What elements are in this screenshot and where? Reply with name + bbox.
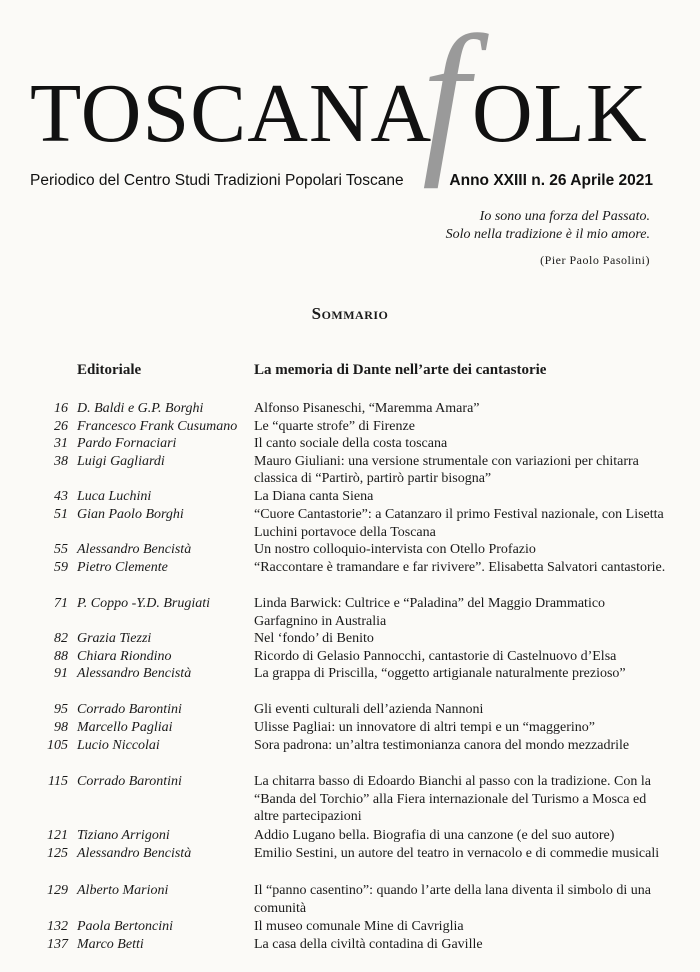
toc-author: Alessandro Bencistà: [77, 846, 192, 861]
toc-page-number: 91: [54, 666, 68, 681]
toc-author: Alessandro Bencistà: [77, 666, 192, 681]
toc-page-number: 129: [47, 883, 68, 898]
periodical-subtitle: Periodico del Centro Studi Tradizioni Popolari Toscane: [30, 172, 404, 189]
toc-title: Nel ‘fondo’ di Benito: [254, 631, 374, 646]
toc-author: Luca Luchini: [77, 489, 152, 504]
toc-author: Lucio Niccolai: [77, 738, 160, 753]
editoriale-label: Editoriale: [77, 362, 142, 378]
editoriale-title: La memoria di Dante nell’arte dei cantastorie: [254, 362, 547, 378]
logo-word-olk: OLK: [472, 67, 648, 160]
toc-title: Ulisse Pagliai: un innovatore di altri tempi e un “maggerino”: [254, 720, 595, 735]
logo-word-toscana: TOSCANA: [30, 67, 433, 160]
toc-author: D. Baldi e G.P. Borghi: [77, 401, 204, 416]
sommario-heading: Sommario: [311, 304, 389, 323]
toc-author: Corrado Barontini: [77, 774, 182, 789]
toc-author: Pietro Clemente: [77, 559, 168, 575]
toc-title: Un nostro colloquio-intervista con Otello Profazio: [254, 542, 536, 557]
toc-page-number: 55: [54, 542, 68, 557]
toc-page-number: 125: [47, 846, 68, 861]
toc-page-number: 71: [54, 596, 68, 611]
quote-author: (Pier Paolo Pasolini): [540, 253, 650, 267]
toc-title: Sora padrona: un’altra testimonianza canora del mondo mezzadrile: [254, 738, 630, 753]
toc-title: La casa della civiltà contadina di Gaville: [254, 937, 483, 952]
toc-title: “Raccontare è tramandare e far rivivere”. Elisabetta Salvatori cantastorie.: [254, 559, 666, 575]
toc-title: Emilio Sestini, un autore del teatro in vernacolo e di commedie musicali: [254, 846, 660, 861]
toc-title: “Cuore Cantastorie”: a Catanzaro il primo Festival nazionale, con Lisetta Luchini portavoce della Toscana: [254, 507, 664, 540]
toc-title: Mauro Giuliani: una versione strumentale con variazioni per chitarra classica di “Partirò, partirò partir bisogna”: [254, 453, 639, 486]
toc-page-number: 121: [47, 828, 68, 843]
toc-page-number: 59: [54, 559, 68, 575]
toc-author: Francesco Frank Cusumano: [77, 418, 238, 434]
toc-page-number: 43: [54, 489, 68, 504]
toc-page-number: 137: [47, 937, 68, 952]
toc-author: Pardo Fornaciari: [77, 436, 177, 451]
toc-page-number: 88: [54, 648, 68, 664]
toc-author: Alberto Marioni: [77, 883, 169, 898]
toc-page-number: 16: [54, 401, 68, 416]
toc-author: Gian Paolo Borghi: [77, 507, 184, 522]
quote-line-2: Solo nella tradizione è il mio amore.: [445, 227, 650, 242]
toc-title: Il “panno casentino”: quando l’arte della lana diventa il simbolo di una comunità: [254, 883, 651, 916]
toc-title: Il museo comunale Mine di Cavriglia: [254, 919, 464, 934]
issue-info: Anno XXIII n. 26 Aprile 2021: [449, 172, 653, 189]
toc-author: Alessandro Bencistà: [77, 542, 192, 557]
quote-line-1: Io sono una forza del Passato.: [479, 209, 650, 224]
toc-title: Il canto sociale della costa toscana: [254, 436, 448, 451]
toc-author: Luigi Gagliardi: [77, 453, 165, 469]
toc-page-number: 115: [48, 774, 68, 789]
toc-title: La Diana canta Siena: [254, 489, 374, 504]
toc-author: Corrado Barontini: [77, 702, 182, 717]
toc-page-number: 95: [54, 702, 68, 717]
toc-author: Marco Betti: [77, 937, 144, 952]
toc-author: Paola Bertoncini: [77, 919, 174, 934]
toc-title: Le “quarte strofe” di Firenze: [254, 418, 415, 434]
epigraph-quote: [446, 208, 650, 244]
toc-page-number: 132: [47, 919, 68, 934]
toc-author: Chiara Riondino: [77, 648, 172, 664]
toc-page-number: 31: [54, 436, 68, 451]
toc-page-number: 82: [54, 631, 68, 646]
toc-author: Grazia Tiezzi: [77, 631, 152, 646]
toc-title: La chitarra basso di Edoardo Bianchi al passo con la tradizione. Con la “Banda del Torchio” alla Fiera internazionale del Turismo a Mosca ed altre partecipazioni: [254, 774, 651, 824]
toc-title: Ricordo di Gelasio Pannocchi, cantastorie di Castelnuovo d’Elsa: [254, 648, 617, 664]
toc-title: Linda Barwick: Cultrice e “Paladina” del Maggio Drammatico Garfagnino in Australia: [254, 596, 606, 629]
toc-author: P. Coppo -Y.D. Brugiati: [77, 596, 211, 611]
toc-title: Addio Lugano bella. Biografia di una canzone (e del suo autore): [254, 828, 615, 843]
toc-title: Alfonso Pisaneschi, “Maremma Amara”: [254, 401, 480, 416]
toc-author: Marcello Pagliai: [77, 720, 173, 735]
toc-page-number: 26: [54, 418, 68, 434]
toc-page-number: 98: [54, 720, 68, 735]
toc-author: Tiziano Arrigoni: [77, 828, 170, 843]
toc-title: La grappa di Priscilla, “oggetto artigianale naturalmente prezioso”: [254, 666, 626, 681]
logo-f-letter: f: [422, 1, 470, 189]
toc-page-number: 38: [54, 453, 68, 469]
toc-page-number: 105: [47, 738, 68, 753]
toc-title: Gli eventi culturali dell’azienda Nannoni: [254, 702, 484, 717]
toc-page-number: 51: [54, 507, 68, 522]
